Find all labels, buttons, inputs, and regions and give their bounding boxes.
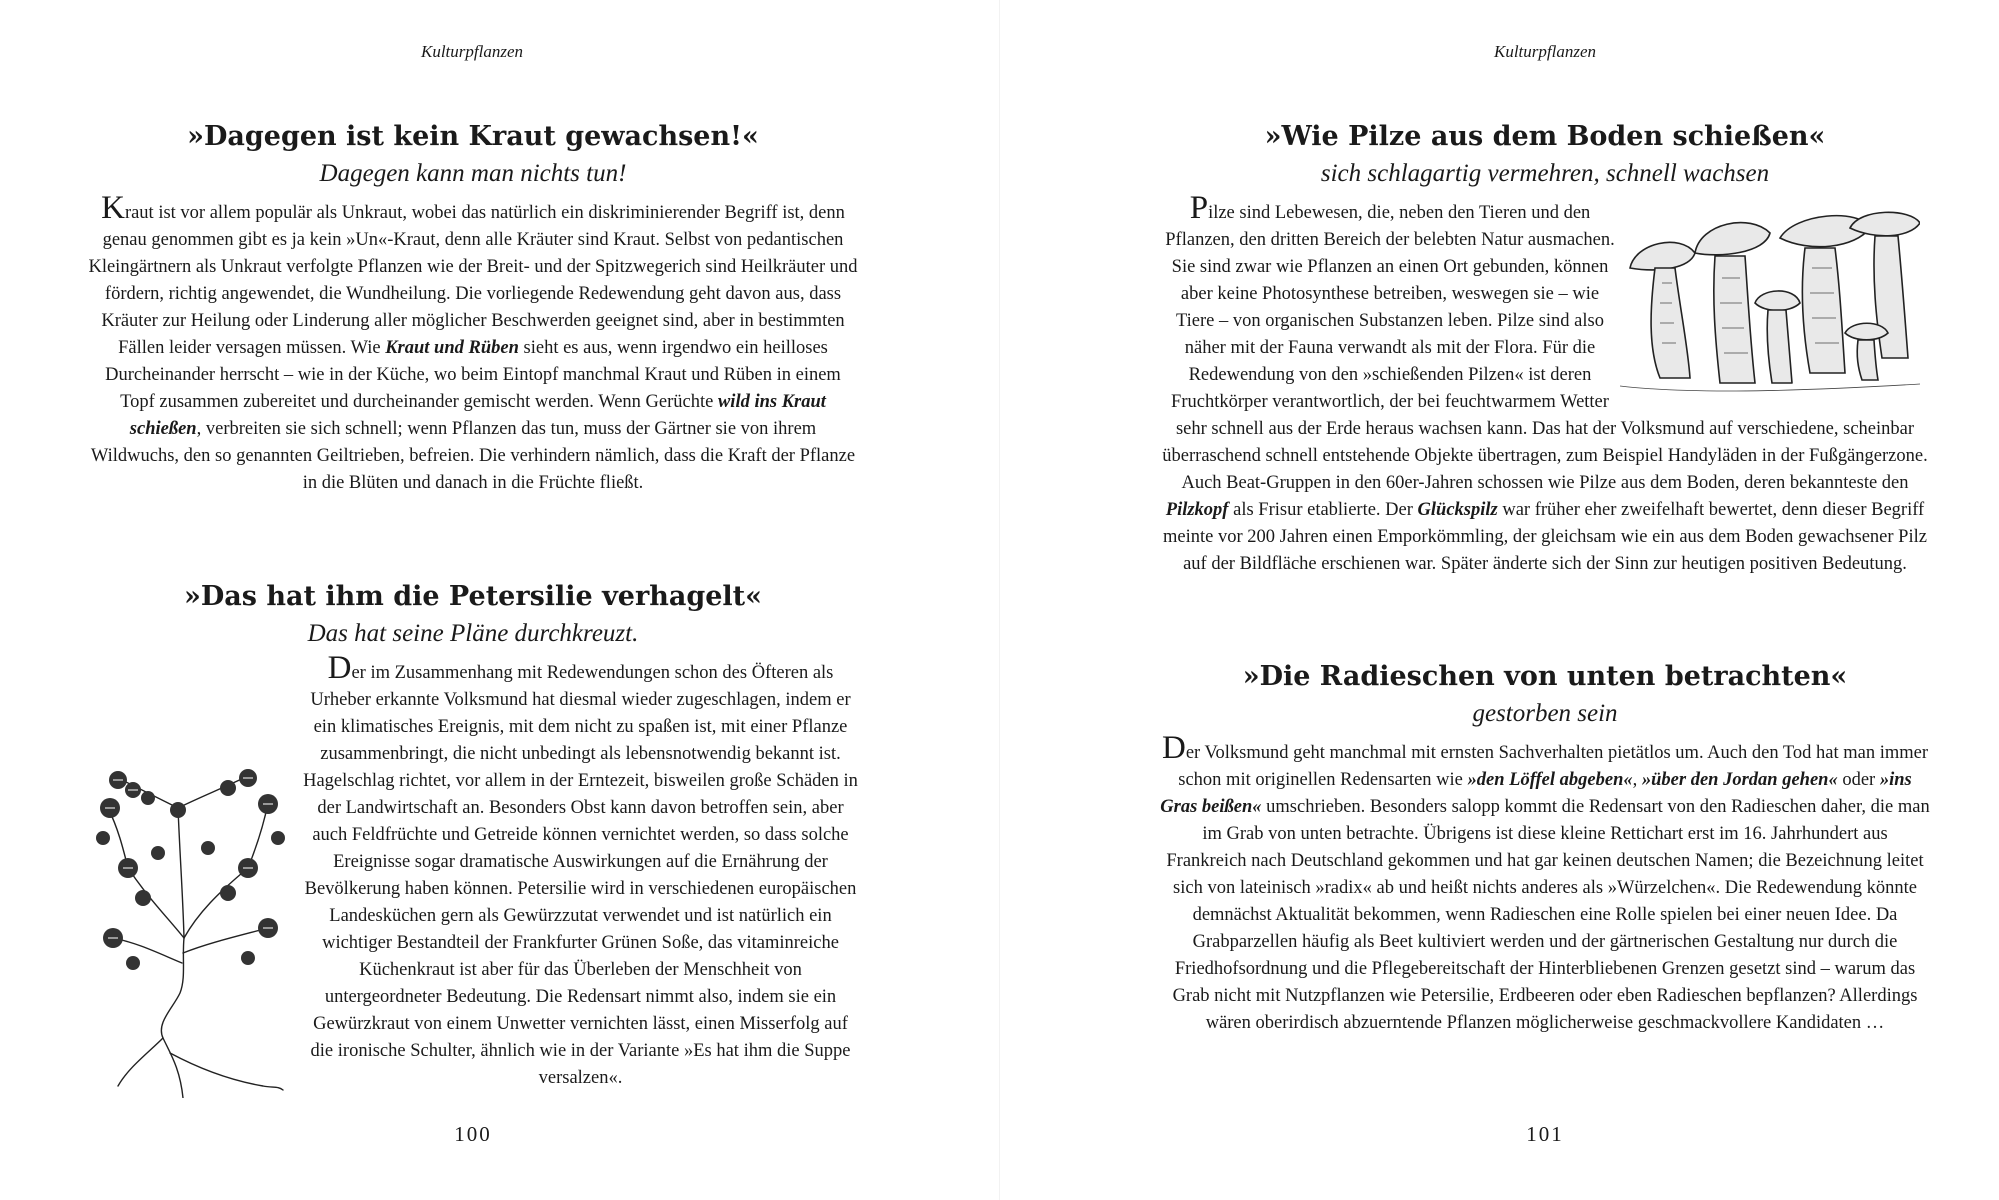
drop-cap: D [1162, 730, 1186, 766]
parsley-illustration [88, 768, 303, 1098]
highlighted-phrase: wild ins Kraut schießen [129, 392, 826, 439]
body-text: er Volksmund geht manchmal mit ernsten Sachverhalten pietätlos um. Auch den Tod hat man immer schon mit originellen Redensarten wie [1178, 743, 1928, 790]
section-petersilie [88, 578, 858, 1098]
section-heading: »Die Radieschen von unten betrachten« [1242, 661, 1848, 692]
running-head: Kulturpflanzen [1493, 42, 1596, 61]
parsley-icon [88, 768, 293, 1098]
mushroom-illustration [1620, 208, 1930, 408]
section-subheading: gestorben sein [1472, 700, 1618, 727]
mushroom-icon [1620, 208, 1920, 398]
highlighted-phrase: Kraut und Rüben [385, 338, 519, 358]
section-subheading: Das hat seine Pläne durchkreuzt. [307, 620, 639, 647]
body-text: umschrieben. Besonders salopp kommt die Redensart von den Radieschen daher, die man im Grab von unten betrachte. Übrigens ist diese kleine Rettichart erst im 16. Jahrhundert aus Frankreich nach Deutschland gekommen und hat gar keinen deutschen Namen; die Bezeichnung leitet sich von lateinisch »radix« ab und heißt nichts anderes als »Würzelchen«. Die Redewendung könnte demnächst Aktualität bekommen, wenn Radieschen eine Rolle spielen bei einer neuen Idee. Da Grabparzellen häufig als Beet kultiviert werden und der gärtnerischen Gestaltung nur durch die Friedhofsordnung und die Pflegebereitschaft der Hinterbliebenen Grenzen gesetzt sind – warum das Grab nicht mit Nutzpflanzen wie Petersilie, Erdbeeren oder eben Radieschen bepflanzen? Allerdings wären oberirdisch abzuerntende Pflanzen möglicherweise geschmackvollere Kandidaten … [1166, 797, 1930, 1033]
section-heading: »Wie Pilze aus dem Boden schießen« [1264, 121, 1826, 152]
page-number: 101 [1526, 1122, 1564, 1146]
section-heading: »Das hat ihm die Petersilie verhagelt« [183, 581, 762, 612]
section-pilze [1160, 118, 1930, 578]
section-kraut [88, 118, 858, 497]
section-body [1160, 730, 1930, 1037]
highlighted-phrase: »den Löffel abgeben« [1467, 770, 1633, 790]
highlighted-phrase: Glückspilz [1417, 500, 1498, 520]
drop-cap: K [101, 190, 125, 226]
section-body [1160, 190, 1930, 578]
drop-cap: D [327, 650, 352, 686]
section-subheading: Dagegen kann man nichts tun! [319, 160, 627, 187]
page-number: 100 [454, 1122, 492, 1146]
section-body [88, 650, 858, 1092]
body-text: als Frisur etablierte. Der [1228, 500, 1418, 520]
running-head: Kulturpflanzen [420, 42, 523, 61]
section-subheading: sich schlagartig vermehren, schnell wachsen [1320, 160, 1770, 187]
section-radieschen [1160, 658, 1930, 1037]
body-text: war früher eher zweifelhaft bewertet, denn dieser Begriff meinte vor 200 Jahren einen Emporkömmling, der gleichsam wie ein aus dem Boden gewachsener Pilz auf der Bildfläche erschienen war. Später änderte sich der Sinn zur heutigen positiven Bedeutung. [1163, 500, 1927, 574]
highlighted-phrase: »über den Jordan gehen« [1641, 770, 1838, 790]
drop-cap: P [1189, 190, 1209, 226]
body-text: oder [1837, 770, 1880, 790]
body-text: , [1632, 770, 1642, 790]
body-text: , verbreiten sie sich schnell; wenn Pflanzen das tun, muss der Gärtner sie von ihrem Wildwuchs, den so genannten Geiltrieben, befreien. Die verhindern nämlich, dass die Kraft der Pflanze in die Blüten und danach in die Früchte fließt. [90, 419, 856, 493]
right-page [1000, 0, 1999, 1200]
section-body [88, 190, 858, 497]
highlighted-phrase: »ins Gras beißen« [1160, 770, 1912, 817]
highlighted-phrase: Pilzkopf [1165, 500, 1229, 520]
left-page [0, 0, 999, 1200]
body-text: er im Zusammenhang mit Redewendungen schon des Öfteren als Urheber erkannte Volksmund hat diesmal wieder zugeschlagen, indem er ein klimatisches Ereignis, mit dem nicht zu spaßen ist, mit einer Pflanze zusammenbringt, die nicht unbedingt als lebensnotwendig bekannt ist. Hagelschlag richtet, vor allem in der Erntezeit, bisweilen große Schäden in der Landwirtschaft an. Besonders Obst kann davon betroffen sein, aber auch Feldfrüchte und Getreide können vernichtet werden, so dass solche Ereignisse sogar dramatische Auswirkungen auf die Ernährung der Bevölkerung haben können. Petersilie wird in verschiedenen europäischen Landesküchen gern als Gewürzzutat verwendet und ist natürlich ein wichtiger Bestandteil der Frankfurter Grünen Soße, das vitaminreiche Küchenkraut ist aber für das Überleben der Menschheit von untergeordneter Bedeutung. Die Redensart nimmt also, indem sie ein Gewürzkraut von einem Unwetter vernichten lässt, einen Misserfolg auf die ironische Schulter, ähnlich wie in der Variante »Es hat ihm die Suppe versalzen«. [303, 663, 858, 1088]
body-text: raut ist vor allem populär als Unkraut, wobei das natürlich ein diskriminierender Begriff ist, denn genau genommen gibt es ja kein »Un«-Kraut, denn alle Kräuter sind Kraut. Selbst von pedantischen Kleingärtnern als Unkraut verfolgte Pflanzen wie der Breit- und der Spitzwegerich sind Heilkräuter und fördern, richtig angewendet, die Wundheilung. Die vorliegende Redewendung geht davon aus, dass Kräuter zur Heilung oder Linderung aller möglicher Beschwerden geeignet sind, aber in bestimmten Fällen leider versagen müssen. Wie [88, 203, 858, 358]
section-heading: »Dagegen ist kein Kraut gewachsen!« [187, 121, 759, 152]
body-text: sieht es aus, wenn irgendwo ein heilloses Durcheinander herrscht – wie in der Küche, wo beim Eintopf manchmal Kraut und Rüben in einem Topf zusammen zubereitet und durcheinander gemischt werden. Wenn Gerüchte [105, 338, 841, 412]
body-text: ilze sind Lebewesen, die, neben den Tieren und den Pflanzen, den dritten Bereich der belebten Natur ausmachen. Sie sind zwar wie Pflanzen an einen Ort gebunden, können aber keine Photosynthese betreiben, weswegen sie – wie Tiere – von organischen Substanzen leben. Pilze sind also näher mit der Fauna verwandt als mit der Flora. Für die Redewendung von den »schießenden Pilzen« ist deren Fruchtkörper verantwortlich, der bei feuchtwarmem Wetter sehr schnell aus der Erde heraus wachsen kann. Das hat der Volksmund auf verschiedene, scheinbar überraschend schnell entstehende Objekte übertragen, zum Beispiel Handyläden in der Fußgängerzone. Auch Beat-Gruppen in den 60er-Jahren schossen wie Pilze aus dem Boden, deren bekannteste den [1162, 203, 1928, 493]
